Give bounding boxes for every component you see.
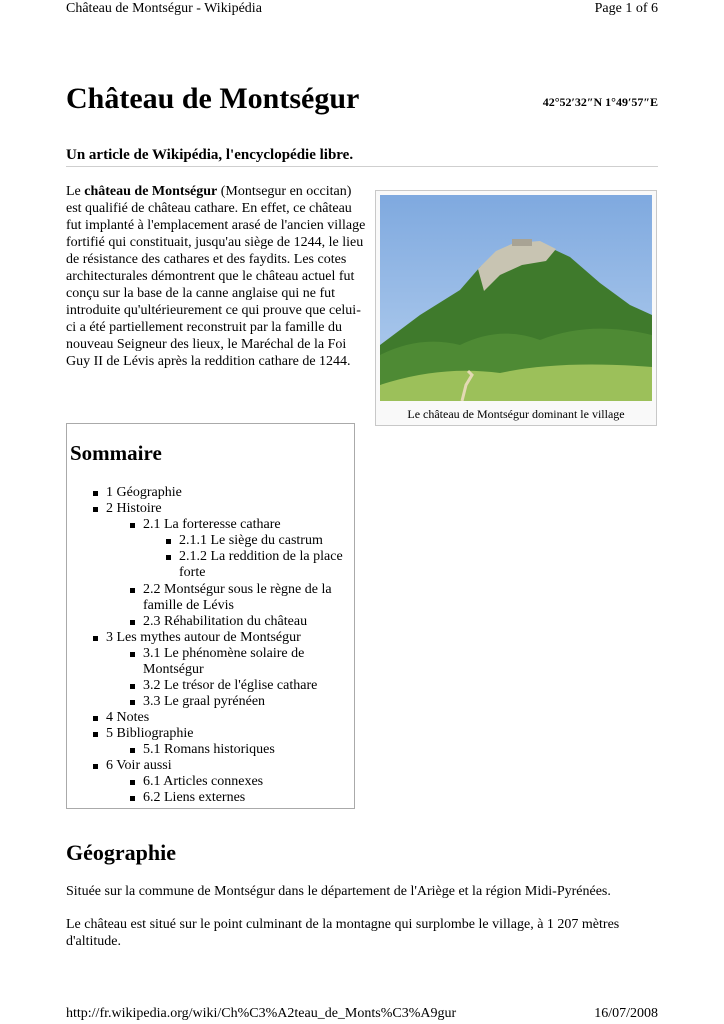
- footer-date: 16/07/2008: [594, 1006, 658, 1021]
- toc-item-romans[interactable]: 5.1 Romans historiques: [143, 742, 343, 758]
- photo-castle-ruins: [512, 239, 532, 246]
- image-caption: Le château de Montségur dominant le village: [407, 407, 625, 421]
- toc-item-liens-externes[interactable]: 6.2 Liens externes: [143, 790, 343, 806]
- document-title: Château de Montségur - Wikipédia: [66, 1, 262, 16]
- toc-item-graal[interactable]: 3.3 Le graal pyrénéen: [143, 694, 343, 710]
- page-indicator: Page 1 of 6: [594, 1, 658, 16]
- toc-item-notes[interactable]: 4 Notes: [106, 710, 336, 726]
- toc-item-geographie[interactable]: 1 Géographie: [106, 485, 336, 501]
- footer-url: http://fr.wikipedia.org/wiki/Ch%C3%A2teau_de_Monts%C3%A9gur: [66, 1006, 457, 1021]
- montsegur-photo[interactable]: [380, 195, 652, 401]
- toc-item-siege-castrum[interactable]: 2.1.1 Le siège du castrum: [179, 533, 349, 549]
- section-paragraph: Le château est situé sur le point culminant de la montagne qui surplombe le village, à 1 207 mètres d'altitude.: [66, 917, 620, 949]
- toc-item-mythes[interactable]: 3 Les mythes autour de Montségur: [106, 630, 346, 646]
- toc-title: Sommaire: [70, 441, 162, 465]
- intro-paragraph: [66, 183, 366, 370]
- toc-item-phenomene-solaire[interactable]: 3.1 Le phénomène solaire de Montségur: [143, 646, 333, 678]
- toc-item-articles-connexes[interactable]: 6.1 Articles connexes: [143, 774, 343, 790]
- intro-subject: château de Montségur: [84, 184, 218, 199]
- section-heading-geographie: Géographie: [66, 840, 176, 865]
- toc-item-levis[interactable]: 2.2 Montségur sous le règne de la famille de Lévis: [143, 582, 343, 614]
- toc-item-bibliographie[interactable]: 5 Bibliographie: [106, 726, 336, 742]
- toc-item-rehabilitation[interactable]: 2.3 Réhabilitation du château: [143, 614, 343, 630]
- toc-item-reddition[interactable]: 2.1.2 La reddition de la place forte: [179, 549, 351, 581]
- table-of-contents: [66, 423, 355, 809]
- toc-item-voir-aussi[interactable]: 6 Voir aussi: [106, 758, 336, 774]
- section-paragraph: Située sur la commune de Montségur dans le département de l'Ariège et la région Midi-Pyrénées.: [66, 884, 611, 899]
- toc-item-histoire[interactable]: 2 Histoire: [106, 501, 336, 517]
- intro-prefix: Le: [66, 184, 85, 199]
- intro-body: (Montsegur en occitan) est qualifié de château cathare. En effet, ce château fut implanté à l'emplacement arasé de l'ancien village fortifié qui constituait, jusqu'au siège de 1244, le lieu de résistance des cathares et des faydits. Les cotes architecturales démontrent que le château actuel fut conçu sur la base de la canne anglaise qui ne fut introduite qu'ultérieurement ce qui prouve que celui-ci a été partiellement reconstruit par la famille du nouveau Seigneur des lieux, le Maréchal de la Foi Guy II de Lévis après la reddition cathare de 1244.: [66, 184, 366, 369]
- article-title: Château de Montségur: [66, 82, 360, 115]
- toc-item-forteresse-cathare[interactable]: 2.1 La forteresse cathare: [143, 517, 343, 533]
- article-tagline: Un article de Wikipédia, l'encyclopédie libre.: [66, 147, 658, 167]
- image-thumbnail: [375, 190, 657, 426]
- coordinates-link[interactable]: 42°52′32″N 1°49′57″E: [542, 95, 658, 109]
- toc-item-tresor[interactable]: 3.2 Le trésor de l'église cathare: [143, 678, 343, 694]
